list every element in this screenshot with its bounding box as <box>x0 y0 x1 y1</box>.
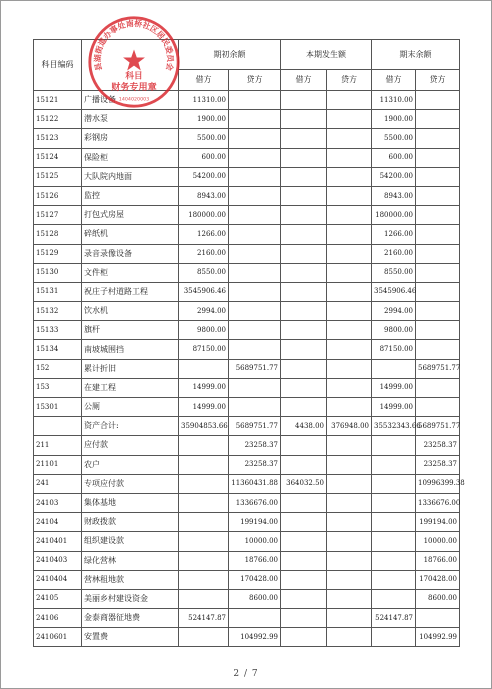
cell-opening-credit <box>229 282 281 301</box>
cell-closing-credit <box>416 378 460 397</box>
cell-opening-credit <box>229 263 281 282</box>
cell-closing-credit <box>416 206 460 225</box>
cell-opening-debit: 2994.00 <box>179 302 229 321</box>
cell-subject-name: 祝庄子村道路工程 <box>82 282 179 301</box>
cell-opening-credit: 10000.00 <box>229 532 281 551</box>
ledger-table <box>33 39 465 647</box>
cell-period-credit <box>327 321 372 340</box>
cell-period-debit <box>281 609 327 628</box>
cell-subject-name: 广播设备 <box>82 91 179 110</box>
cell-period-credit <box>327 302 372 321</box>
cell-subject-name: 安置费 <box>82 628 179 647</box>
cell-subject-code: 21101 <box>34 455 82 474</box>
cell-closing-credit: 10996399.38 <box>416 474 460 493</box>
header-closing-debit: 借方 <box>372 70 416 91</box>
cell-period-credit <box>327 398 372 417</box>
cell-closing-credit <box>416 398 460 417</box>
cell-opening-credit: 5689751.77 <box>229 359 281 378</box>
table-row <box>34 551 460 570</box>
cell-subject-code: 153 <box>34 378 82 397</box>
seal-arc-text: 县湖街道办事处南桥社区居民委员会 <box>93 19 175 72</box>
cell-period-credit <box>327 91 372 110</box>
cell-subject-name: 美丽乡村建设资金 <box>82 589 179 608</box>
cell-period-debit <box>281 206 327 225</box>
cell-closing-debit: 14999.00 <box>372 378 416 397</box>
cell-period-debit <box>281 282 327 301</box>
cell-period-credit <box>327 244 372 263</box>
cell-subject-name: 打包式房屋 <box>82 206 179 225</box>
table-row <box>34 474 460 493</box>
cell-opening-credit <box>229 186 281 205</box>
header-opening-debit: 借方 <box>179 70 229 91</box>
cell-closing-debit <box>372 359 416 378</box>
cell-closing-credit <box>416 225 460 244</box>
cell-closing-debit <box>372 436 416 455</box>
cell-opening-credit <box>229 110 281 129</box>
cell-opening-credit: 199194.00 <box>229 513 281 532</box>
table-row <box>34 263 460 282</box>
table-row <box>34 186 460 205</box>
cell-period-credit: 376948.00 <box>327 417 372 436</box>
cell-closing-credit <box>416 321 460 340</box>
cell-subject-code: 211 <box>34 436 82 455</box>
cell-opening-credit: 170428.00 <box>229 570 281 589</box>
cell-subject-name: 录音录像设备 <box>82 244 179 263</box>
cell-opening-debit: 5500.00 <box>179 129 229 148</box>
cell-opening-debit: 600.00 <box>179 148 229 167</box>
cell-closing-debit <box>372 589 416 608</box>
cell-subject-code: 15131 <box>34 282 82 301</box>
cell-closing-debit: 8943.00 <box>372 186 416 205</box>
cell-opening-debit: 1900.00 <box>179 110 229 129</box>
cell-closing-debit <box>372 532 416 551</box>
cell-subject-code: 24105 <box>34 589 82 608</box>
cell-closing-credit: 23258.37 <box>416 436 460 455</box>
cell-subject-name: 财政拨款 <box>82 513 179 532</box>
cell-opening-debit: 524147.87 <box>179 609 229 628</box>
cell-opening-credit <box>229 321 281 340</box>
table-row <box>34 340 460 359</box>
cell-period-credit <box>327 148 372 167</box>
cell-period-debit <box>281 321 327 340</box>
cell-subject-code: 15301 <box>34 398 82 417</box>
cell-opening-debit <box>179 628 229 647</box>
header-period-credit: 贷方 <box>327 70 372 91</box>
cell-period-debit <box>281 129 327 148</box>
cell-period-credit <box>327 551 372 570</box>
cell-subject-code: 15133 <box>34 321 82 340</box>
cell-period-credit <box>327 455 372 474</box>
cell-opening-credit <box>229 302 281 321</box>
cell-closing-credit: 104992.99 <box>416 628 460 647</box>
cell-subject-name: 在建工程 <box>82 378 179 397</box>
cell-period-debit <box>281 225 327 244</box>
cell-closing-debit <box>372 474 416 493</box>
cell-opening-credit: 5689751.77 <box>229 417 281 436</box>
cell-closing-credit: 18766.00 <box>416 551 460 570</box>
cell-subject-name: 大队院内地面 <box>82 167 179 186</box>
cell-closing-debit: 524147.87 <box>372 609 416 628</box>
cell-period-debit <box>281 110 327 129</box>
cell-period-debit <box>281 91 327 110</box>
cell-subject-code: 15123 <box>34 129 82 148</box>
cell-closing-credit: 5689751.77 <box>416 417 460 436</box>
cell-period-credit <box>327 186 372 205</box>
table-row <box>34 167 460 186</box>
cell-closing-credit <box>416 110 460 129</box>
cell-subject-code: 24103 <box>34 493 82 512</box>
cell-period-credit <box>327 110 372 129</box>
header-closing-balance: 期末余额 <box>372 40 460 70</box>
cell-subject-code: 15126 <box>34 186 82 205</box>
cell-closing-debit: 5500.00 <box>372 129 416 148</box>
cell-opening-debit: 8550.00 <box>179 263 229 282</box>
table-row <box>34 589 460 608</box>
cell-period-credit <box>327 225 372 244</box>
header-subject-name <box>82 40 179 91</box>
cell-closing-credit <box>416 263 460 282</box>
cell-opening-credit <box>229 91 281 110</box>
cell-subject-code: 15127 <box>34 206 82 225</box>
table-row <box>34 398 460 417</box>
cell-opening-debit: 35904853.66 <box>179 417 229 436</box>
cell-subject-name: 营林租地款 <box>82 570 179 589</box>
cell-opening-credit <box>229 340 281 359</box>
cell-closing-debit <box>372 455 416 474</box>
cell-period-debit <box>281 398 327 417</box>
cell-period-credit <box>327 167 372 186</box>
cell-subject-name: 旗杆 <box>82 321 179 340</box>
cell-closing-debit: 600.00 <box>372 148 416 167</box>
cell-period-credit <box>327 609 372 628</box>
header-closing-credit: 贷方 <box>416 70 460 91</box>
cell-closing-credit: 23258.37 <box>416 455 460 474</box>
cell-closing-credit <box>416 302 460 321</box>
table-row <box>34 378 460 397</box>
cell-period-debit <box>281 148 327 167</box>
cell-closing-credit: 199194.00 <box>416 513 460 532</box>
cell-opening-credit <box>229 398 281 417</box>
cell-subject-code: 2410403 <box>34 551 82 570</box>
cell-period-credit <box>327 129 372 148</box>
table-row <box>34 455 460 474</box>
cell-opening-debit <box>179 493 229 512</box>
table-row <box>34 225 460 244</box>
seal-subject-text: 科目 <box>125 71 143 82</box>
cell-period-debit <box>281 186 327 205</box>
cell-closing-debit: 87150.00 <box>372 340 416 359</box>
cell-closing-credit <box>416 167 460 186</box>
cell-subject-name: 碎纸机 <box>82 225 179 244</box>
table-row <box>34 359 460 378</box>
cell-opening-debit <box>179 455 229 474</box>
cell-closing-credit: 8600.00 <box>416 589 460 608</box>
cell-closing-debit <box>372 570 416 589</box>
cell-opening-credit: 23258.37 <box>229 455 281 474</box>
cell-period-debit <box>281 244 327 263</box>
cell-subject-code: 24104 <box>34 513 82 532</box>
cell-opening-credit: 104992.99 <box>229 628 281 647</box>
cell-subject-code <box>34 417 82 436</box>
cell-opening-credit <box>229 378 281 397</box>
cell-period-debit <box>281 263 327 282</box>
cell-opening-debit: 14999.00 <box>179 398 229 417</box>
table-row <box>34 436 460 455</box>
header-period-debit: 借方 <box>281 70 327 91</box>
cell-closing-debit: 8550.00 <box>372 263 416 282</box>
table-row <box>34 129 460 148</box>
cell-subject-code: 15122 <box>34 110 82 129</box>
cell-subject-name: 公厕 <box>82 398 179 417</box>
table-row <box>34 609 460 628</box>
header-opening-credit: 贷方 <box>229 70 281 91</box>
ledger-body <box>34 91 465 647</box>
cell-period-debit <box>281 532 327 551</box>
cell-opening-credit <box>229 148 281 167</box>
cell-closing-credit <box>416 148 460 167</box>
cell-subject-name: 资产合计: <box>82 417 179 436</box>
cell-closing-debit <box>372 493 416 512</box>
cell-closing-debit: 54200.00 <box>372 167 416 186</box>
table-row <box>34 110 460 129</box>
cell-opening-credit <box>229 244 281 263</box>
cell-subject-name: 专项应付款 <box>82 474 179 493</box>
cell-subject-code: 2410601 <box>34 628 82 647</box>
table-row <box>34 282 460 301</box>
cell-subject-code: 15134 <box>34 340 82 359</box>
cell-opening-debit <box>179 532 229 551</box>
cell-subject-name: 集体基地 <box>82 493 179 512</box>
cell-period-credit <box>327 340 372 359</box>
cell-period-debit <box>281 302 327 321</box>
cell-opening-credit: 11360431.88 <box>229 474 281 493</box>
table-row <box>34 91 460 110</box>
cell-period-debit <box>281 628 327 647</box>
cell-subject-name: 应付款 <box>82 436 179 455</box>
cell-closing-debit: 14999.00 <box>372 398 416 417</box>
table-row <box>34 321 460 340</box>
cell-subject-name: 彩钢房 <box>82 129 179 148</box>
cell-period-debit: 364032.50 <box>281 474 327 493</box>
cell-period-credit <box>327 436 372 455</box>
cell-opening-debit: 3545906.46 <box>179 282 229 301</box>
cell-period-debit <box>281 551 327 570</box>
cell-period-debit <box>281 493 327 512</box>
table-row <box>34 570 460 589</box>
cell-closing-credit <box>416 91 460 110</box>
cell-closing-credit: 5689751.77 <box>416 359 460 378</box>
table-row <box>34 244 460 263</box>
cell-closing-credit <box>416 129 460 148</box>
cell-subject-code: 15125 <box>34 167 82 186</box>
table-row <box>34 493 460 512</box>
cell-period-credit <box>327 570 372 589</box>
cell-opening-debit: 180000.00 <box>179 206 229 225</box>
cell-closing-debit <box>372 513 416 532</box>
cell-closing-debit: 9800.00 <box>372 321 416 340</box>
cell-subject-code: 15129 <box>34 244 82 263</box>
cell-opening-debit: 8943.00 <box>179 186 229 205</box>
cell-opening-debit: 11310.00 <box>179 91 229 110</box>
cell-period-debit <box>281 455 327 474</box>
cell-period-credit <box>327 206 372 225</box>
cell-opening-credit: 18766.00 <box>229 551 281 570</box>
cell-opening-credit <box>229 225 281 244</box>
cell-opening-debit: 9800.00 <box>179 321 229 340</box>
cell-opening-debit <box>179 570 229 589</box>
cell-period-credit <box>327 493 372 512</box>
cell-closing-credit <box>416 186 460 205</box>
cell-closing-debit: 35532343.66 <box>372 417 416 436</box>
cell-subject-code: 15124 <box>34 148 82 167</box>
cell-period-debit <box>281 589 327 608</box>
cell-subject-name: 保险柜 <box>82 148 179 167</box>
cell-opening-credit: 8600.00 <box>229 589 281 608</box>
cell-subject-name: 组织建设款 <box>82 532 179 551</box>
cell-closing-debit <box>372 551 416 570</box>
cell-closing-credit: 10000.00 <box>416 532 460 551</box>
cell-period-credit <box>327 474 372 493</box>
seal-finance-text: 财务专用章 <box>111 82 157 93</box>
table-row <box>34 532 460 551</box>
cell-opening-debit: 87150.00 <box>179 340 229 359</box>
table-row <box>34 148 460 167</box>
cell-subject-name: 文件柜 <box>82 263 179 282</box>
cell-subject-code: 24106 <box>34 609 82 628</box>
cell-opening-debit <box>179 474 229 493</box>
cell-closing-debit: 11310.00 <box>372 91 416 110</box>
table-row <box>34 302 460 321</box>
table-row <box>34 513 460 532</box>
cell-subject-code: 15132 <box>34 302 82 321</box>
cell-period-credit <box>327 359 372 378</box>
cell-period-credit <box>327 628 372 647</box>
cell-period-debit <box>281 359 327 378</box>
cell-subject-code: 241 <box>34 474 82 493</box>
cell-period-debit <box>281 570 327 589</box>
cell-period-debit: 4438.00 <box>281 417 327 436</box>
cell-opening-debit <box>179 513 229 532</box>
cell-subject-code: 15130 <box>34 263 82 282</box>
cell-period-debit <box>281 378 327 397</box>
page-number: 2 / 7 <box>233 669 259 679</box>
cell-subject-code: 2410404 <box>34 570 82 589</box>
cell-closing-debit: 2994.00 <box>372 302 416 321</box>
cell-closing-credit <box>416 340 460 359</box>
cell-subject-name: 累计折旧 <box>82 359 179 378</box>
header-period-amount: 本期发生额 <box>281 40 372 70</box>
cell-opening-credit <box>229 129 281 148</box>
cell-closing-debit: 1266.00 <box>372 225 416 244</box>
cell-subject-name: 绿化营林 <box>82 551 179 570</box>
cell-opening-debit: 54200.00 <box>179 167 229 186</box>
cell-subject-code: 15128 <box>34 225 82 244</box>
cell-opening-debit <box>179 359 229 378</box>
cell-closing-debit <box>372 628 416 647</box>
cell-period-debit <box>281 340 327 359</box>
cell-subject-name: 监控 <box>82 186 179 205</box>
table-row <box>34 417 460 436</box>
cell-closing-debit: 2160.00 <box>372 244 416 263</box>
cell-subject-name: 金泰商器征地费 <box>82 609 179 628</box>
cell-closing-debit: 3545906.46 <box>372 282 416 301</box>
cell-period-credit <box>327 513 372 532</box>
cell-closing-credit <box>416 282 460 301</box>
cell-opening-debit <box>179 589 229 608</box>
cell-closing-credit <box>416 609 460 628</box>
cell-opening-credit <box>229 609 281 628</box>
cell-closing-debit: 1900.00 <box>372 110 416 129</box>
cell-opening-debit: 1266.00 <box>179 225 229 244</box>
cell-subject-name: 潜水泵 <box>82 110 179 129</box>
cell-opening-debit <box>179 551 229 570</box>
cell-subject-code: 152 <box>34 359 82 378</box>
header-subject-code: 科目编码 <box>34 40 82 91</box>
cell-opening-credit <box>229 167 281 186</box>
cell-opening-debit: 14999.00 <box>179 378 229 397</box>
cell-opening-credit: 23258.37 <box>229 436 281 455</box>
cell-period-credit <box>327 589 372 608</box>
cell-period-credit <box>327 263 372 282</box>
table-row <box>34 628 460 647</box>
cell-period-credit <box>327 282 372 301</box>
cell-closing-credit <box>416 244 460 263</box>
table-row <box>34 206 460 225</box>
cell-period-debit <box>281 513 327 532</box>
cell-period-credit <box>327 532 372 551</box>
cell-period-debit <box>281 436 327 455</box>
header-opening-balance: 期初余额 <box>179 40 281 70</box>
cell-period-credit <box>327 378 372 397</box>
cell-period-debit <box>281 167 327 186</box>
cell-closing-credit: 1336676.00 <box>416 493 460 512</box>
cell-subject-name: 饮水机 <box>82 302 179 321</box>
seal-serial-text: 1404020003 <box>118 97 150 103</box>
cell-subject-name: 南坡城围挡 <box>82 340 179 359</box>
cell-opening-credit: 1336676.00 <box>229 493 281 512</box>
cell-opening-credit <box>229 206 281 225</box>
cell-subject-code: 2410401 <box>34 532 82 551</box>
cell-subject-code: 15121 <box>34 91 82 110</box>
cell-opening-debit <box>179 436 229 455</box>
cell-closing-debit: 180000.00 <box>372 206 416 225</box>
cell-subject-name: 农户 <box>82 455 179 474</box>
cell-opening-debit: 2160.00 <box>179 244 229 263</box>
cell-closing-credit: 170428.00 <box>416 570 460 589</box>
